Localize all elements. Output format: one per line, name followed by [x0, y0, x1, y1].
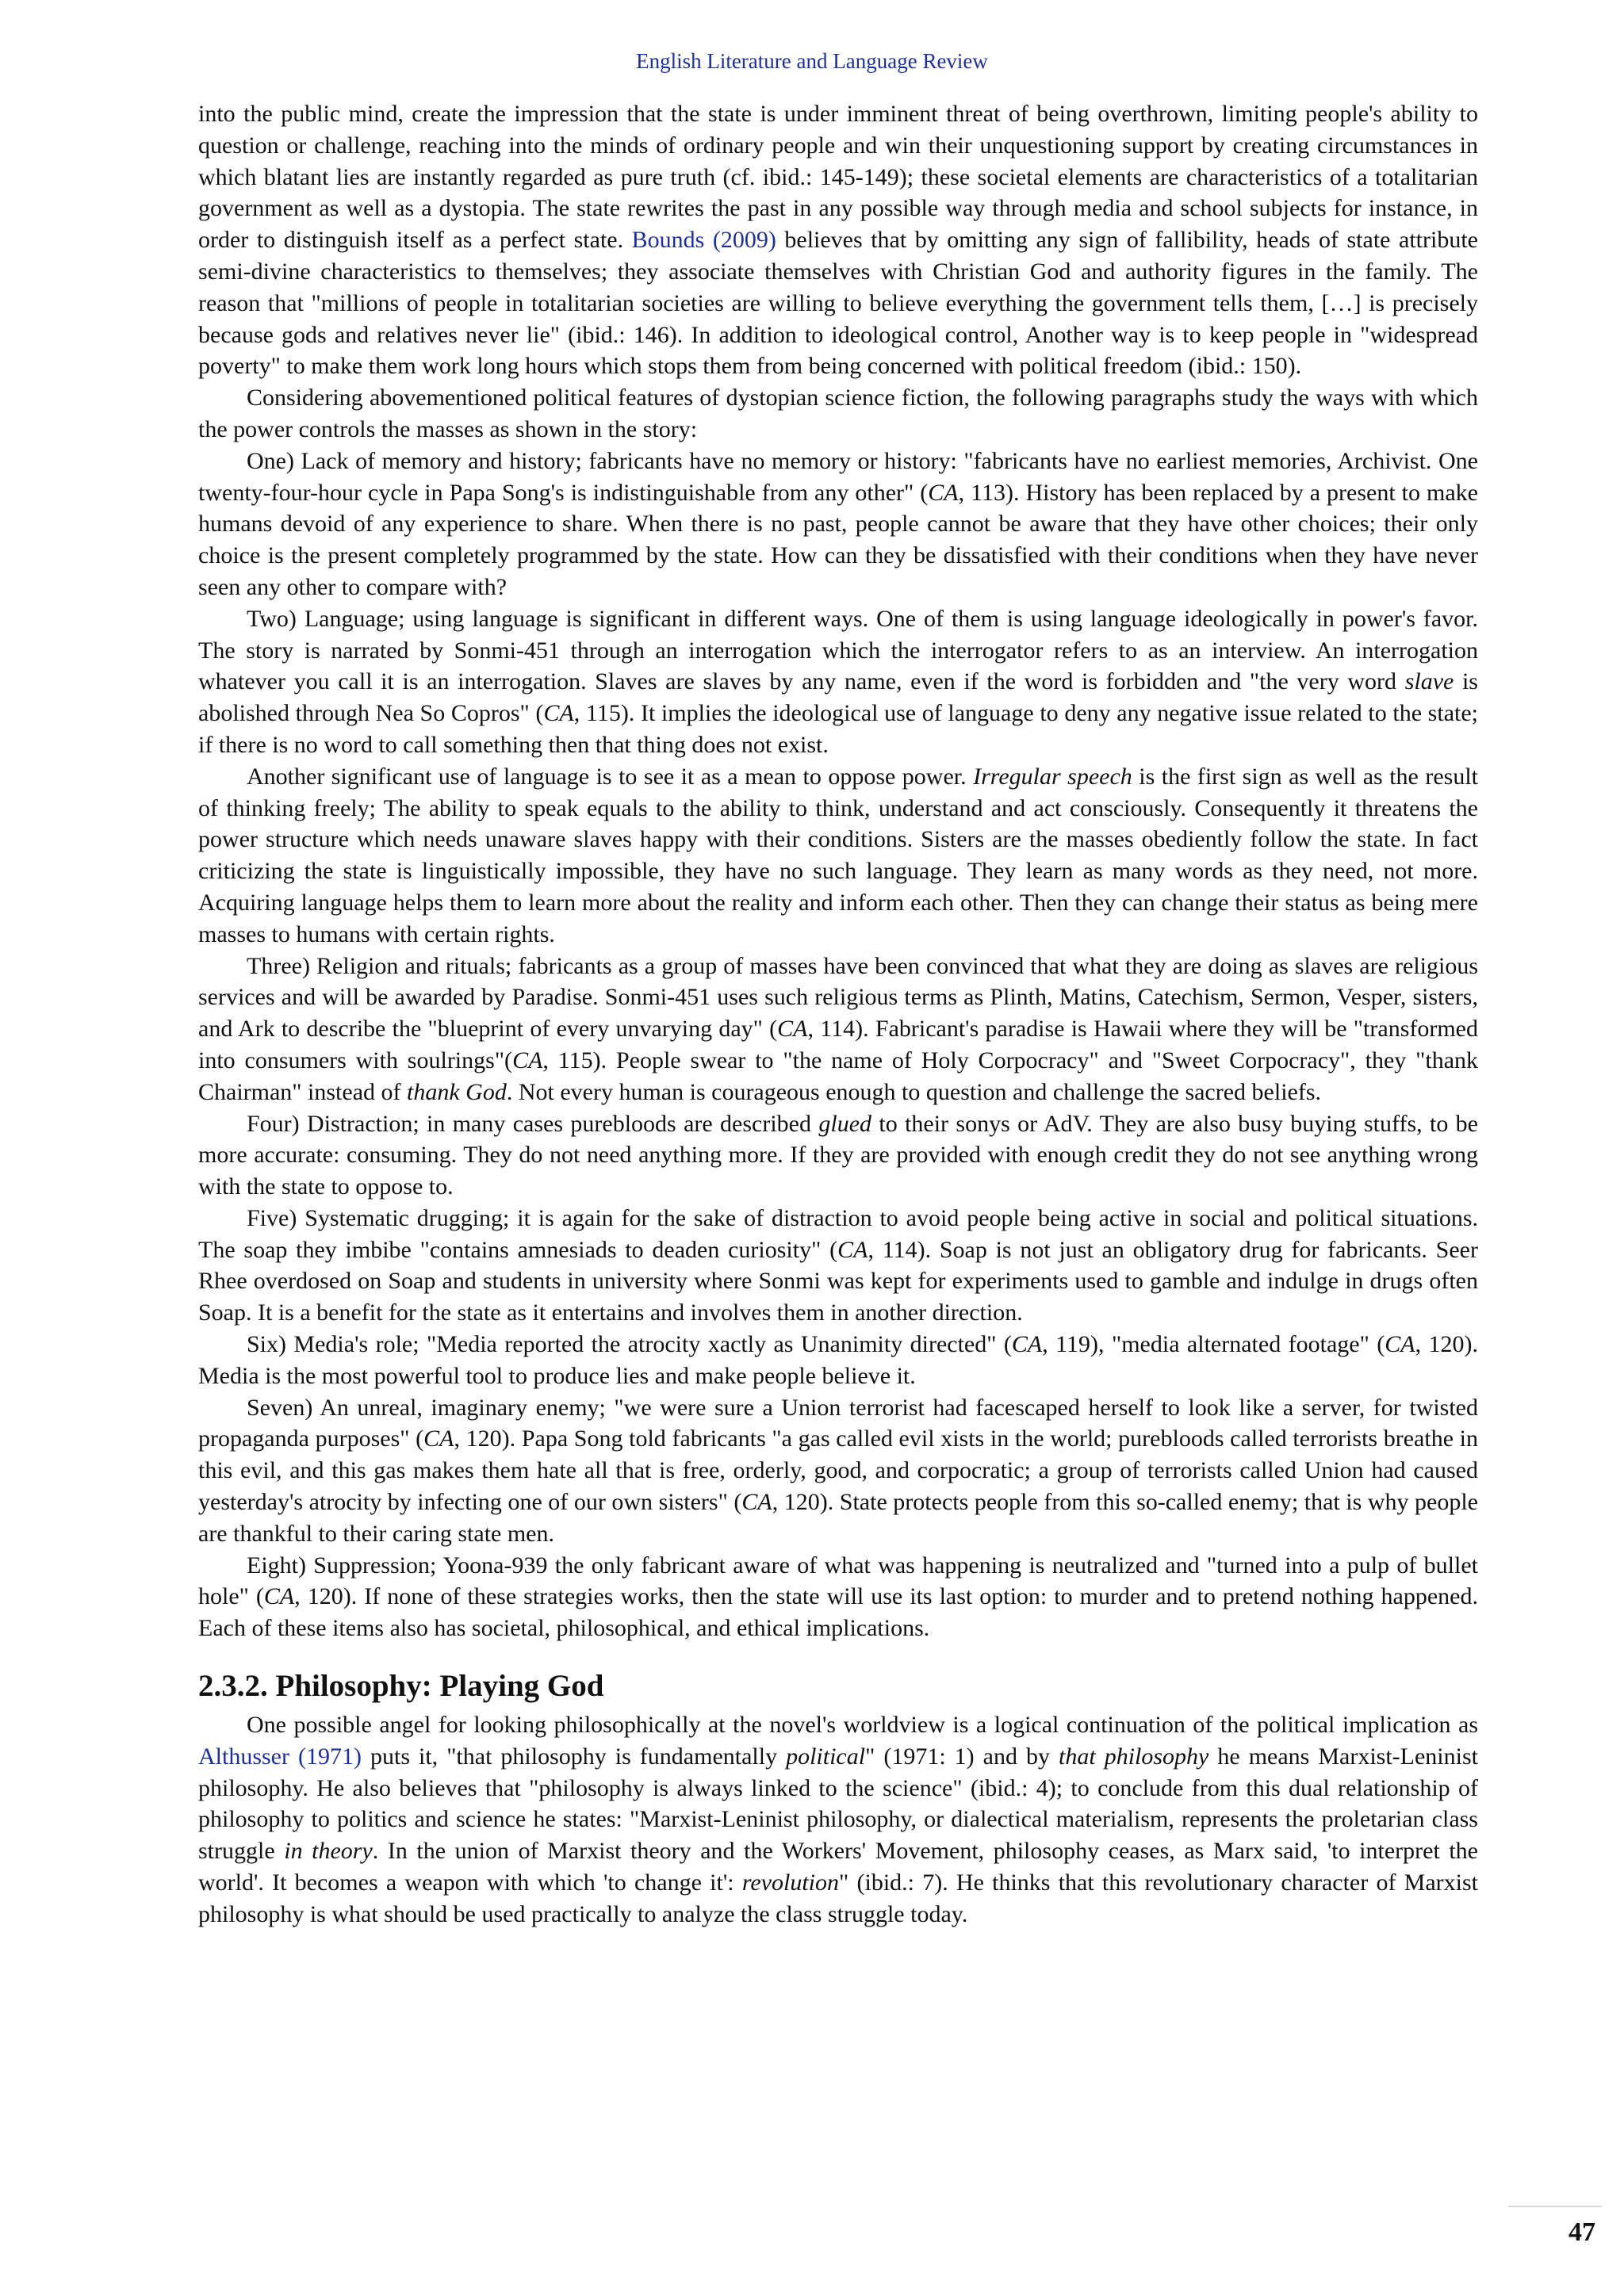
text-run: , 120). Media is the most powerful tool to produce lies and make people believe it. — [198, 1331, 1478, 1389]
italic-text: political — [786, 1743, 866, 1770]
text-run: One) Lack of memory and history; fabricants have no memory or history: "fabricants have no earliest memories, Archivist. One twenty-four-hour cycle in Papa Song's is indistinguishable from any other" ( — [198, 447, 1478, 506]
paragraph-intro — [198, 98, 1478, 382]
italic-text: Irregular speech — [973, 763, 1132, 790]
italic-text: CA — [423, 1425, 454, 1452]
paragraph-considering — [198, 382, 1478, 446]
text-run: Six) Media's role; "Media reported the atrocity xactly as Unanimity directed" ( — [247, 1331, 1012, 1358]
text-run: Seven) An unreal, imaginary enemy; "we were sure a Union terrorist had facescaped herself to look like a server, for twisted propaganda purposes" ( — [198, 1394, 1478, 1452]
paragraph-one — [198, 446, 1478, 603]
text-run: . In the union of Marxist theory and the Workers' Movement, philosophy ceases, as Marx said, 'to interpret the world'. It becomes a weapon with which 'to change it': — [198, 1838, 1478, 1896]
text-run: puts it, "that philosophy is fundamentally — [361, 1743, 787, 1770]
citation-link[interactable]: Bounds (2009) — [631, 227, 776, 254]
text-run: Four) Distraction; in many cases purebloods are described — [247, 1110, 819, 1137]
italic-text: CA — [777, 1016, 808, 1043]
text-run: , 115). It implies the ideological use of language to deny any negative issue related to the state; if there is no word to call something then that thing does not exist. — [198, 700, 1478, 758]
italic-text: glued — [818, 1110, 872, 1137]
text-run: , 120). State protects people from this so-called enemy; that is why people are thankful to their caring state men. — [198, 1489, 1478, 1547]
article-body — [198, 98, 1478, 1931]
text-run: Three) Religion and rituals; fabricants as a group of masses have been convinced that what they are doing as slaves are religious services and will be awarded by Paradise. Sonmi-451 uses such religious terms as Plinth, Matins, Catechism, Sermon, Vesper, sisters, and Ark to describe the "blueprint of every unvarying day" ( — [198, 952, 1478, 1043]
footer-divider — [1508, 2206, 1602, 2207]
paragraph-five — [198, 1203, 1478, 1329]
text-run: believes that by omitting any sign of fallibility, heads of state attribute semi-divine characteristics to themselves; they associate themselves with Christian God and authority figures in the family. The reason that "millions of people in totalitarian societies are willing to believe everything the government tells them, […] is precisely because gods and relatives never lie" (ibid.: 146). In addition to ideological control, Another way is to keep people in "widespread poverty" to make them work long hours which stops them from being concerned with political freedom (ibid.: 150). — [198, 227, 1478, 380]
text-run: Eight) Suppression; Yoona-939 the only fabricant aware of what was happening is neutralized and "turned into a pulp of bullet hole" ( — [198, 1552, 1478, 1610]
text-run: is abolished through Nea So Copros" ( — [198, 668, 1478, 727]
text-run: Another significant use of language is to see it as a mean to oppose power. — [247, 763, 974, 790]
text-run: he means Marxist-Leninist philosophy. He also believes that "philosophy is always linked to the science" (ibid.: 4); to conclude from this dual relationship of philosophy to politics and science he states: "Marxist-Leninist philosophy, or dialectical materialism, represents the proletarian class struggle — [198, 1743, 1478, 1865]
paragraph-eight — [198, 1550, 1478, 1644]
text-run: , 113). History has been replaced by a present to make humans devoid of any experience to share. When there is no past, people cannot be aware that they have other choices; their only choice is the present completely programmed by the state. How can they be dissatisfied with their conditions when they have never seen any other to compare with? — [198, 479, 1478, 600]
italic-text: CA — [837, 1236, 868, 1263]
text-run: is the first sign as well as the result of thinking freely; The ability to speak equals to the ability to think, understand and act consciously. Consequently it threatens the power structure which needs unaware slaves happy with their conditions. Sisters are the masses obediently follow the state. In fact criticizing the state is linguistically impossible, they have no such language. They learn as many words as they need, not more. Acquiring language helps them to learn more about the reality and inform each other. Then they can change their status as being mere masses to humans with certain rights. — [198, 763, 1478, 947]
text-run: , 119), "media alternated footage" ( — [1042, 1331, 1385, 1358]
page-number: 47 — [1568, 2218, 1595, 2247]
text-run: , 114). Soap is not just an obligatory drug for fabricants. Seer Rhee overdosed on Soap and students in university where Sonmi was kept for experiments used to gamble and indulge in drugs often Soap. It is a benefit for the state as it entertains and involves them in another direction. — [198, 1236, 1478, 1326]
text-run: Considering abovementioned political features of dystopian science fiction, the following paragraphs study the ways with which the power controls the masses as shown in the story: — [198, 385, 1478, 442]
text-run: Five) Systematic drugging; it is again for the sake of distraction to avoid people being active in social and political situations. The soap they imbibe "contains amnesiads to deaden curiosity" ( — [198, 1204, 1478, 1263]
text-run: , 120). Papa Song told fabricants "a gas called evil xists in the world; purebloods called terrorists breathe in this evil, and this gas makes them hate all that is free, orderly, good, and corpocratic; a group of terrorists called Union had caused yesterday's atrocity by infecting one of our own sisters" ( — [198, 1425, 1479, 1516]
text-run: , 115). People swear to "the name of Holy Corpocracy" and "Sweet Corpocracy", they "thank Chairman" instead of — [198, 1047, 1479, 1105]
italic-text: revolution — [741, 1869, 840, 1896]
paragraph-four — [198, 1108, 1478, 1203]
text-run: One possible angel for looking philosophically at the novel's worldview is a logical continuation of the political implication as — [247, 1712, 1478, 1739]
paragraph-two — [198, 603, 1478, 761]
text-run: Two) Language; using language is significant in different ways. One of them is using language ideologically in power's favor. The story is narrated by Sonmi-451 through an interrogation which the interrogator refers to as an interview. An interrogation whatever you call it is an interrogation. Slaves are slaves by any name, even if the word is forbidden and "the very word — [198, 605, 1478, 695]
citation-link[interactable]: Althusser (1971) — [198, 1743, 362, 1770]
text-run: , 114). Fabricant's paradise is Hawaii where they will be "transformed into consumers with soulrings"( — [198, 1016, 1478, 1073]
italic-text: CA — [263, 1583, 295, 1610]
italic-text: CA — [1011, 1331, 1043, 1358]
text-run: . Not every human is courageous enough to question and challenge the sacred beliefs. — [506, 1078, 1322, 1105]
section-heading: 2.3.2. Philosophy: Playing God — [198, 1669, 604, 1704]
paragraph-six — [198, 1329, 1478, 1392]
paragraph-language-oppose — [198, 761, 1478, 951]
text-run: " (ibid.: 7). He thinks that this revolutionary character of Marxist philosophy is what should be used practically to analyze the class struggle today. — [198, 1869, 1478, 1927]
italic-text: CA — [1385, 1331, 1415, 1358]
italic-text: that philosophy — [1059, 1743, 1209, 1770]
italic-text: thank God — [407, 1078, 507, 1105]
italic-text: in theory — [284, 1838, 373, 1865]
italic-text: CA — [741, 1489, 772, 1516]
italic-text: CA — [543, 700, 574, 727]
text-run: into the public mind, create the impression that the state is under imminent threat of being overthrown, limiting people's ability to question or challenge, reaching into the minds of ordinary people and win their unquestioning support by creating circumstances in which blatant lies are instantly regarded as pure truth (cf. ibid.: 145-149); these societal elements are characteristics of a totalitarian government as well as a dystopia. The state rewrites the past in any possible way through media and school subjects for instance, in order to distinguish itself as a perfect state. — [198, 101, 1478, 254]
journal-header: English Literature and Language Review — [636, 49, 988, 73]
paragraph-philosophy — [198, 1709, 1478, 1931]
paragraph-three — [198, 951, 1478, 1108]
italic-text: CA — [928, 479, 959, 506]
italic-text: slave — [1404, 668, 1454, 695]
text-run: to their sonys or AdV. They are also busy buying stuffs, to be more accurate: consuming. They do not need anything more. If they are provided with enough credit they do not see anything wrong with the state to oppose to. — [198, 1110, 1478, 1200]
paragraph-seven — [198, 1392, 1478, 1550]
text-run: , 120). If none of these strategies works, then the state will use its last option: to murder and to pretend nothing happened. Each of these items also has societal, philosophical, and ethical implications. — [198, 1583, 1478, 1642]
text-run: " (1971: 1) and by — [865, 1743, 1059, 1770]
italic-text: CA — [512, 1047, 543, 1073]
